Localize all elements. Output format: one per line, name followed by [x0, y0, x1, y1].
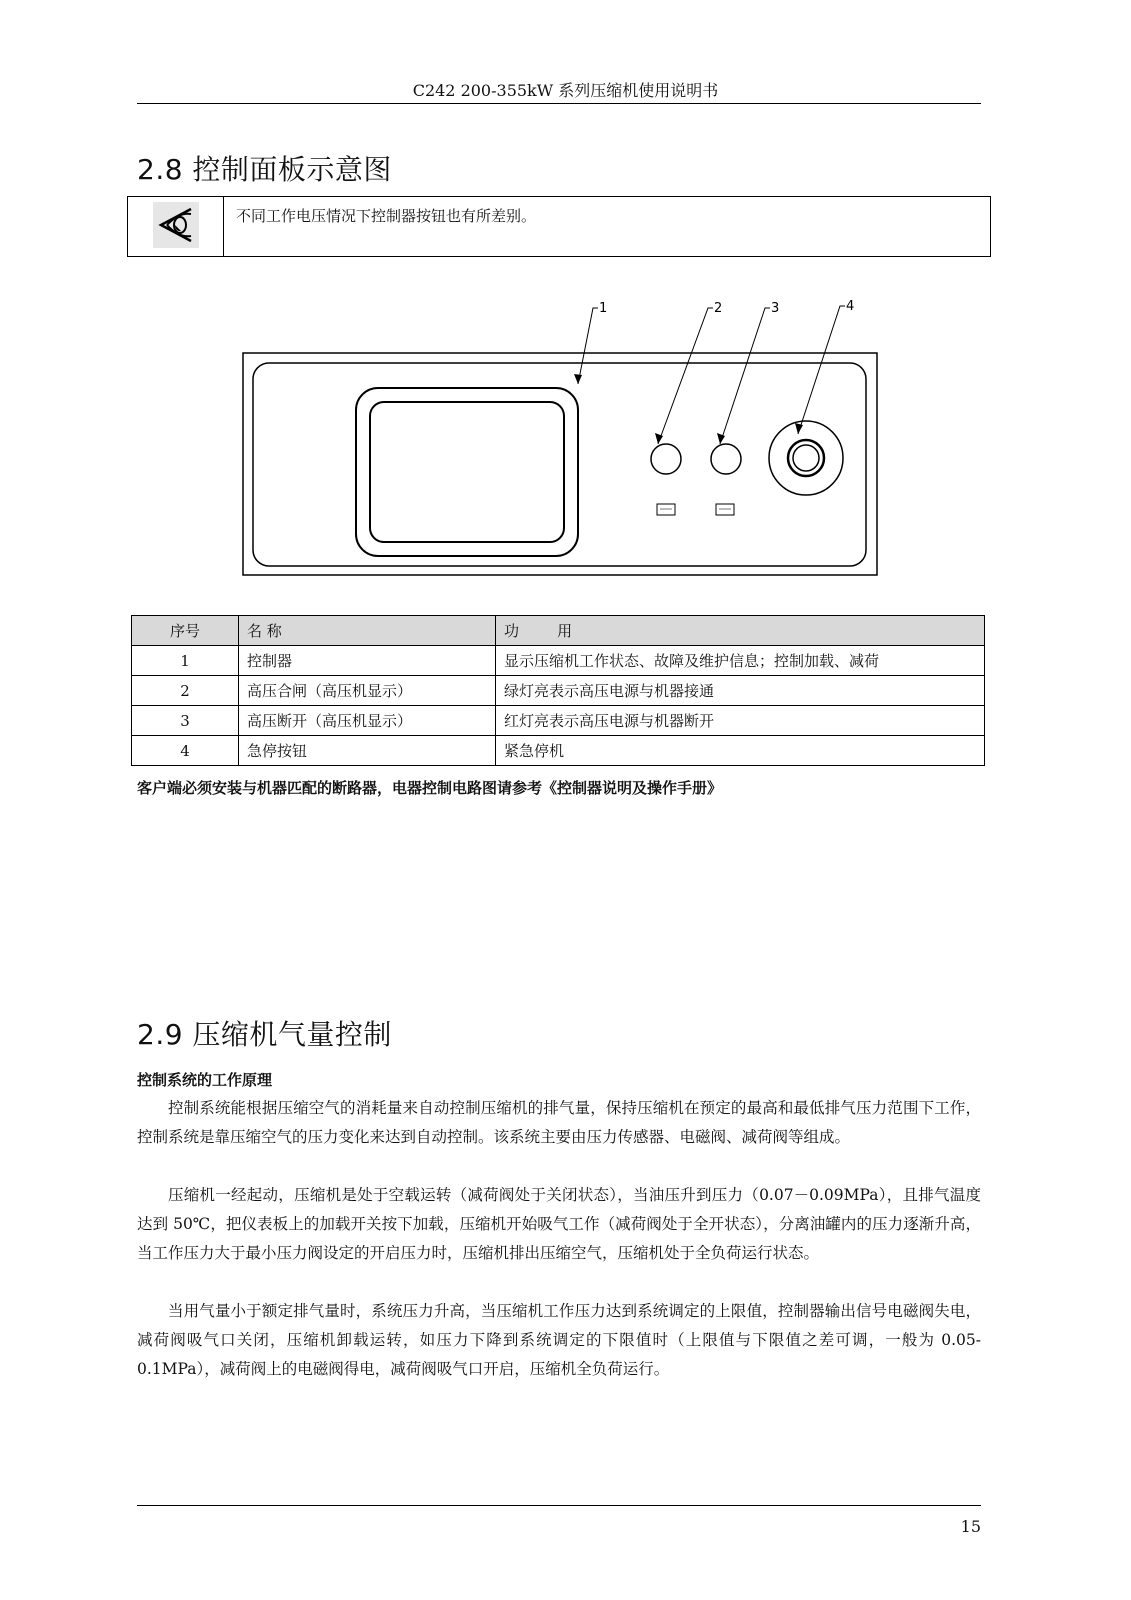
callout-3: 3 — [771, 301, 780, 316]
table-cell-name: 控制器 — [239, 646, 496, 676]
caution-note-box — [127, 196, 991, 257]
callout-4: 4 — [846, 299, 855, 314]
table-cell-name: 高压合闸（高压机显示） — [239, 676, 496, 706]
table-cell-name: 急停按钮 — [239, 736, 496, 766]
panel-outer-frame — [243, 353, 877, 575]
leader-line-2 — [658, 308, 713, 444]
section-heading-2-8: 2.8 控制面板示意图 — [137, 153, 392, 186]
section-heading-2-9: 2.9 压缩机气量控制 — [137, 1018, 392, 1051]
table-cell-no: 3 — [132, 706, 239, 736]
note-icon-cell — [128, 197, 224, 256]
col-header-function: 功 用 — [496, 616, 985, 646]
panel-inner-frame — [253, 363, 866, 566]
table-row — [132, 736, 985, 766]
paragraph-2: 压缩机一经起动，压缩机是处于空载运转（减荷阀处于关闭状态），当油压升到压力（0.07－0.09MPa），且排气温度达到 50℃，把仪表板上的加载开关按下加载，压缩机开始吸气工作（减荷阀处于全开状态），分离油罐内的压力逐渐升高，当工作压力大于最小压力阀设定的开启压力时，压缩机排出压缩空气，压缩机处于全负荷运行状态。 — [137, 1186, 981, 1262]
page-number: 15 — [960, 1517, 981, 1536]
callout-2: 2 — [714, 301, 723, 316]
table-cell-no: 1 — [132, 646, 239, 676]
control-panel-table — [131, 615, 985, 766]
table-cell-function: 绿灯亮表示高压电源与机器接通 — [496, 676, 985, 706]
table-header-row — [132, 616, 985, 646]
control-panel-diagram — [238, 298, 884, 580]
footer-rule — [137, 1505, 981, 1506]
document-header-title: C242 200-355kW 系列压缩机使用说明书 — [412, 81, 719, 100]
table-cell-no: 4 — [132, 736, 239, 766]
hv-open-indicator — [711, 444, 741, 474]
leader-line-4 — [798, 306, 845, 434]
paragraph-3: 当用气量小于额定排气量时，系统压力升高，当压缩机工作压力达到系统调定的上限值，控制器输出信号电磁阀失电，减荷阀吸气口关闭，压缩机卸载运转，如压力下降到系统调定的下限值时（上限值与下限值之差可调，一般为 0.05-0.1MPa），减荷阀上的电磁阀得电，减荷阀吸气口开启，压缩机全负荷运行。 — [137, 1302, 981, 1378]
eye-caution-icon — [153, 202, 199, 248]
leader-line-1 — [578, 308, 598, 384]
callout-1: 1 — [599, 301, 608, 316]
table-row — [132, 646, 985, 676]
col-header-no: 序号 — [132, 616, 239, 646]
table-cell-name: 高压断开（高压机显示） — [239, 706, 496, 736]
col-header-name: 名 称 — [239, 616, 496, 646]
table-cell-function: 显示压缩机工作状态、故障及维护信息；控制加载、减荷 — [496, 646, 985, 676]
hv-close-indicator — [651, 444, 681, 474]
table-row — [132, 676, 985, 706]
breaker-requirement-note: 客户端必须安装与机器匹配的断路器，电器控制电路图请参考《控制器说明及操作手册》 — [137, 779, 723, 797]
table-row — [132, 706, 985, 736]
table-cell-function: 紧急停机 — [496, 736, 985, 766]
table-cell-function: 红灯亮表示高压电源与机器断开 — [496, 706, 985, 736]
controller-screen — [370, 402, 564, 542]
leader-line-3 — [720, 308, 770, 444]
paragraph-1: 控制系统能根据压缩空气的消耗量来自动控制压缩机的排气量，保持压缩机在预定的最高和最低排气压力范围下工作，控制系统是靠压缩空气的压力变化来达到自动控制。该系统主要由压力传感器、电磁阀、减荷阀等组成。 — [137, 1099, 981, 1146]
subheading-working-principle: 控制系统的工作原理 — [137, 1071, 273, 1089]
emergency-stop-collar — [769, 421, 843, 495]
table-cell-no: 2 — [132, 676, 239, 706]
caution-note-text: 不同工作电压情况下控制器按钮也有所差别。 — [236, 207, 537, 225]
header-rule — [137, 103, 981, 104]
controller-outer — [356, 388, 578, 556]
